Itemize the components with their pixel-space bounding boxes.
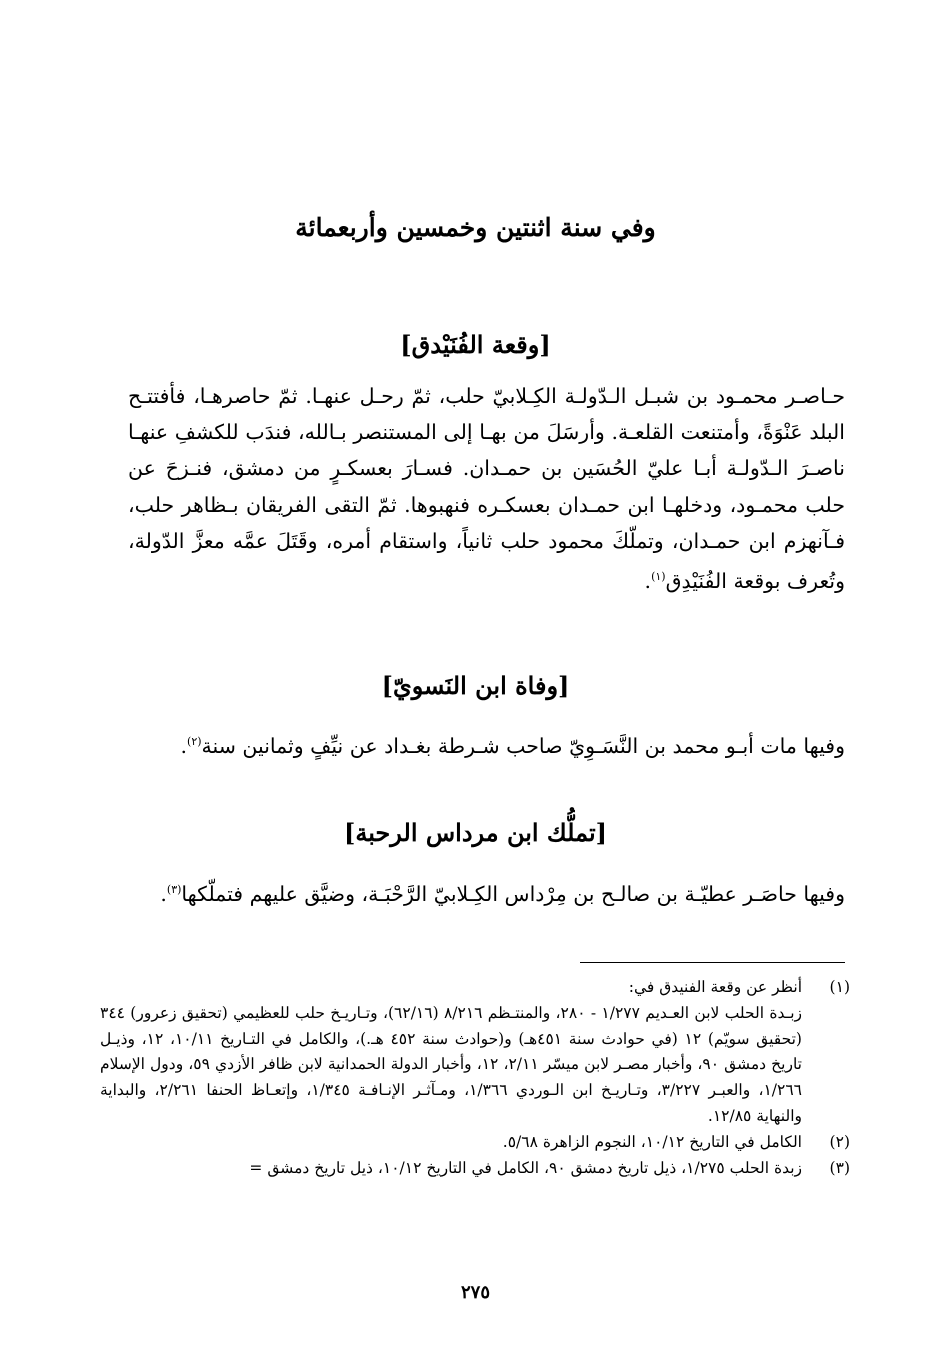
footnotes [100, 975, 850, 1181]
footnote-3 [100, 1156, 850, 1182]
year-heading: وفي سنة اثنتين وخمسين وأربعمائة [295, 213, 656, 242]
paragraph-text: وفيها مات أبـو محمد بن النَّسَـوِيّ صاحب شـرطة بغـداد عن نيِّفٍ وثمانين سنة [201, 733, 845, 758]
footnote-ref[interactable]: (٢) [187, 735, 202, 748]
section-heading-funaydiq: [وقعة الفُنَيْدق] [400, 330, 551, 359]
footnote-text [100, 975, 802, 1130]
footnote-ref[interactable]: (٣) [166, 883, 182, 896]
page-number: ٢٧٥ [460, 1282, 490, 1303]
section-heading-nasawi: [وفاة ابن النَسويّ] [381, 671, 570, 700]
footnote-line: زبـدة الحلب لابن العـديم ١/٢٧٧ - ٢٨٠، والمنتـظم ٨/٢١٦ (٦٢/١٦)، وتـاريـخ حلب للعظيمي (تحقيق زعرور) ٣٤٤ (تحقيق سويّم) ١٢ (في حوادث سنة ٤٥١هـ) و(حوادث سنة ٤٥٢ هـ.)، والكامل في التـاريخ ١٠/١١، ١٢، وذيـل تاريخ دمشق ٩٠، وأخبار مصـر لابن ميسّر ٢/١١، ١٢، وأخبار الدولة الحمدانية لابن ظافر الأزدي ٥٩، ودول الإسلام ١/٢٦٦، والعبـر ٣/٢٢٧، وتـاريـخ ابن الـوردي ١/٣٦٦، ومـآثـر الإنـافـة ١/٣٤٥، وإتعـاظ الحنفا ٢/٢٦١، والبداية والنهاية ١٢/٨٥. [100, 1003, 802, 1125]
footnote-2 [100, 1130, 850, 1156]
footnote-line: زبدة الحلب ١/٢٧٥، ذيل تاريخ دمشق ٩٠، الكامل في التاريخ ١٠/١٢، ذيل تاريخ دمشق = [249, 1158, 802, 1177]
section-paragraph-nasawi [128, 724, 845, 764]
section-heading-rahba: [تملُّك ابن مرداس الرحبة] [343, 818, 608, 847]
paragraph-text: حـاصـر محمـود بن شبـل الـدّولـة الكِـلابيّ حلب، ثمّ رحـل عنهـا. ثمّ حاصرهـا، فأفتتـح البلد عَنْوَةً، وأمتنعت القلعـة. وأرسَلَ من بهـا إلى المستنصر بـالله، فندَب للكشفِ عنهـا ناصـرَ الـدّولـة أبـا عليّ الحُسَين بن حمـدان. فسـارَ بعسكـرٍ من دمشق، فنـزحَ عن حلب محمـود، ودخلهـا ابن حمـدان بعسكـره فنهبوها. ثمّ التقى الفريقان بـظاهر حلب، فـآنهزم ابن حمـدان، وتملّكَ محمود حلب ثانياً، واستقام أمره، وقَتَلَ عمَّه معزَّ الدّولة، وتُعرف بوقعة الفُنَيْدِق [128, 384, 845, 593]
section-paragraph-funaydiq [128, 378, 845, 599]
footnote-text [100, 1156, 802, 1182]
footnote-ref[interactable]: (١) [651, 570, 666, 584]
footnote-number: (٣) [829, 1158, 850, 1177]
footnote-line: الكامل في التاريخ ١٠/١٢، النجوم الزاهرة ٥/٦٨. [502, 1132, 802, 1151]
footnote-line: أنظر عن وقعة الفنيدق في: [628, 978, 802, 996]
section-paragraph-rahba [128, 872, 845, 912]
paragraph-text: وفيها حاصَـر عطيّـة بن صالـح بن مِرْداس الكِـلابيّ الرَّحْبَـة، وضيَّق عليهم فتملّكها [181, 881, 845, 906]
footnote-number: (١) [829, 978, 850, 996]
footnote-divider [580, 962, 845, 963]
footnote-1 [100, 975, 850, 1130]
footnote-number: (٢) [829, 1132, 850, 1151]
paragraph-ending: . [180, 733, 188, 758]
paragraph-ending: . [644, 568, 652, 593]
paragraph-ending: . [160, 881, 167, 906]
footnote-text [100, 1130, 802, 1156]
